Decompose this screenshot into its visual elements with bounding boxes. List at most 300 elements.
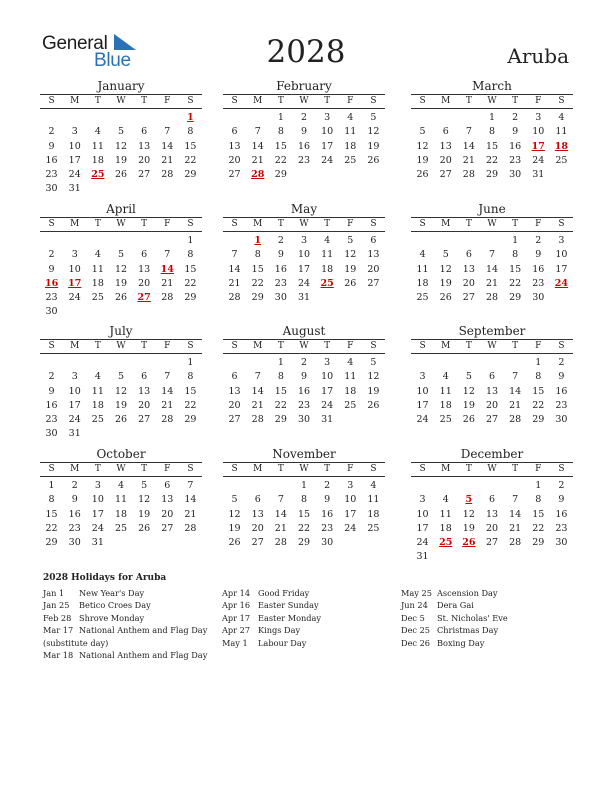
day-cell: 17	[91, 508, 104, 520]
day-cell: 2	[512, 112, 519, 123]
empty-day-cell	[86, 182, 109, 196]
empty-day-cell	[156, 305, 179, 319]
week-row	[223, 263, 385, 277]
empty-day-cell	[434, 111, 457, 125]
day-cell: 30	[321, 537, 334, 549]
day-cell: 23	[45, 169, 58, 181]
empty-day-cell	[246, 111, 269, 125]
day-cell: 26	[416, 169, 429, 181]
weekday-label: W	[487, 464, 497, 474]
empty-day-cell	[316, 291, 339, 305]
day-cell: 29	[45, 537, 58, 549]
week-row	[223, 522, 385, 536]
weekday-label: T	[512, 219, 519, 229]
day-cell: 9	[48, 140, 55, 152]
holiday-date: Dec 25	[401, 625, 431, 636]
day-cell: 9	[48, 385, 55, 397]
week-row	[223, 399, 385, 413]
day-cell: 7	[231, 249, 238, 261]
empty-day-cell	[292, 168, 315, 182]
week-row	[223, 536, 385, 550]
day-cell: 28	[509, 414, 522, 426]
day-cell: 1	[187, 357, 194, 368]
day-cell: 27	[439, 169, 452, 181]
holiday-day-cell: 25	[320, 277, 334, 289]
day-cell: 28	[161, 169, 174, 181]
day-cell: 9	[535, 249, 542, 261]
day-cell: 8	[512, 249, 519, 261]
day-cell: 8	[488, 126, 496, 138]
day-cell: 29	[485, 169, 499, 181]
day-cell: 19	[344, 263, 357, 275]
day-cell: 8	[187, 371, 194, 383]
month-february	[223, 79, 385, 182]
day-cell: 25	[416, 292, 429, 304]
weekday-label: T	[277, 341, 284, 351]
weekday-label: W	[299, 341, 309, 351]
holiday-date: May 1	[222, 637, 248, 648]
week-row	[40, 263, 202, 277]
day-cell: 17	[68, 154, 81, 166]
week-row	[223, 385, 385, 399]
day-cell: 20	[367, 263, 380, 275]
weekday-label: W	[116, 341, 126, 351]
day-cell: 3	[347, 480, 354, 491]
day-cell: 1	[512, 235, 519, 246]
empty-day-cell	[434, 550, 457, 564]
day-cell: 5	[347, 235, 354, 246]
day-cell: 19	[462, 522, 475, 534]
day-cell: 11	[367, 494, 380, 506]
holiday-name: Labour Day	[258, 637, 307, 648]
day-cell: 29	[532, 414, 545, 426]
day-cell: 13	[251, 508, 264, 520]
holiday-name: Shrove Monday	[79, 612, 145, 623]
day-cell: 22	[251, 277, 264, 289]
day-cell: 7	[512, 371, 519, 383]
day-cell: 25	[439, 414, 452, 426]
weekday-label: T	[94, 341, 101, 351]
empty-day-cell	[179, 427, 202, 441]
empty-day-cell	[457, 356, 480, 370]
day-cell: 23	[555, 522, 568, 534]
month-name: March	[472, 79, 512, 93]
empty-day-cell	[457, 550, 480, 564]
day-cell: 4	[347, 112, 354, 123]
day-cell: 28	[251, 414, 264, 426]
day-cell: 1	[488, 112, 496, 123]
weekday-label: S	[187, 219, 194, 229]
day-cell: 22	[297, 522, 311, 534]
day-cell: 14	[161, 385, 174, 397]
weekday-label: T	[465, 219, 472, 229]
day-cell: 19	[439, 277, 452, 289]
holiday-date: Mar 18	[43, 649, 74, 660]
logo-general-text: General	[42, 33, 108, 54]
month-march	[411, 79, 573, 182]
day-cell: 3	[300, 235, 308, 246]
week-row	[40, 182, 202, 196]
weekday-header	[223, 462, 385, 477]
day-cell: 16	[297, 385, 311, 397]
day-cell: 30	[68, 537, 81, 549]
day-cell: 10	[321, 126, 334, 138]
empty-day-cell	[133, 182, 156, 196]
day-cell: 26	[439, 292, 452, 304]
day-cell: 22	[532, 399, 545, 411]
holiday-day-cell: 1	[254, 235, 262, 246]
week-row	[40, 427, 202, 441]
day-cell: 19	[367, 140, 380, 152]
month-december	[411, 447, 573, 565]
weekday-label: S	[419, 341, 426, 351]
week-row	[40, 111, 202, 125]
week-row	[40, 248, 202, 262]
weekday-label: T	[324, 96, 331, 106]
day-cell: 29	[184, 169, 197, 181]
holiday-name: Good Friday	[258, 588, 310, 598]
month-name: July	[109, 324, 133, 338]
day-cell: 10	[416, 385, 429, 397]
day-cell: 2	[48, 371, 55, 383]
day-cell: 8	[277, 371, 284, 383]
day-cell: 8	[187, 126, 194, 138]
holiday-name: Dera Gai	[437, 600, 474, 611]
week-row	[223, 493, 385, 507]
empty-day-cell	[156, 111, 179, 125]
day-cell: 3	[324, 112, 331, 123]
day-cell: 5	[117, 249, 125, 261]
day-cell: 24	[532, 154, 545, 166]
day-cell: 15	[509, 263, 522, 275]
holiday-day-cell: 17	[68, 277, 82, 289]
day-cell: 1	[535, 357, 542, 368]
day-cell: 16	[532, 263, 545, 275]
empty-day-cell	[109, 427, 132, 441]
day-cell: 2	[300, 112, 308, 123]
day-cell: 29	[509, 292, 522, 304]
holiday-day-cell: 1	[187, 112, 194, 123]
day-cell: 7	[187, 480, 194, 491]
day-cell: 11	[91, 263, 104, 275]
day-cell: 6	[442, 126, 449, 138]
day-cell: 20	[485, 522, 499, 534]
day-cell: 9	[324, 494, 331, 506]
empty-day-cell	[109, 305, 132, 319]
day-cell: 26	[114, 414, 128, 426]
week-row	[223, 356, 385, 370]
day-cell: 24	[68, 414, 81, 426]
day-cell: 5	[442, 249, 449, 261]
day-cell: 21	[161, 277, 174, 289]
day-cell: 21	[274, 522, 287, 534]
empty-day-cell	[339, 413, 362, 427]
day-cell: 2	[324, 480, 331, 491]
weekday-label: W	[487, 96, 497, 106]
day-cell: 28	[184, 522, 197, 534]
day-cell: 13	[161, 494, 174, 506]
day-cell: 26	[367, 154, 380, 166]
empty-day-cell	[339, 291, 362, 305]
empty-day-cell	[156, 234, 179, 248]
day-cell: 17	[321, 140, 334, 152]
day-cell: 15	[532, 385, 545, 397]
holiday-name: National Anthem and Flag Day	[79, 625, 208, 636]
month-name: April	[106, 202, 136, 216]
month-name: September	[458, 324, 526, 338]
day-cell: 30	[532, 292, 545, 304]
country-name: Aruba	[507, 44, 569, 68]
day-cell: 4	[558, 112, 565, 123]
day-cell: 16	[45, 154, 58, 166]
week-row	[411, 154, 573, 168]
empty-day-cell	[133, 111, 156, 125]
day-cell: 20	[228, 154, 241, 166]
weekday-header	[411, 94, 573, 109]
weekday-label: F	[164, 219, 171, 229]
weekday-label: S	[558, 341, 565, 351]
week-row	[223, 111, 385, 125]
day-cell: 28	[161, 414, 174, 426]
weekday-label: W	[487, 219, 497, 229]
holiday-entry	[222, 624, 321, 636]
weekday-label: S	[187, 96, 194, 106]
day-cell: 18	[91, 277, 104, 289]
weekday-label: F	[347, 341, 354, 351]
day-cell: 2	[558, 357, 565, 368]
day-cell: 2	[71, 480, 78, 491]
holiday-column	[222, 587, 321, 649]
day-cell: 13	[138, 140, 151, 152]
week-row	[411, 536, 573, 550]
day-cell: 10	[68, 263, 81, 275]
day-cell: 28	[274, 537, 287, 549]
weekday-label: T	[324, 464, 331, 474]
weekday-label: F	[535, 96, 542, 106]
day-cell: 29	[251, 292, 264, 304]
day-cell: 4	[442, 371, 449, 383]
empty-day-cell	[457, 234, 480, 248]
day-cell: 24	[416, 414, 429, 426]
day-cell: 23	[68, 522, 81, 534]
weekday-label: S	[558, 219, 565, 229]
empty-day-cell	[480, 234, 503, 248]
day-cell: 23	[532, 277, 545, 289]
day-cell: 2	[48, 126, 55, 138]
month-may	[223, 202, 385, 305]
day-cell: 17	[555, 263, 568, 275]
day-cell: 13	[138, 385, 151, 397]
day-cell: 8	[535, 494, 542, 506]
weekday-label: T	[94, 464, 101, 474]
day-cell: 4	[442, 494, 449, 506]
day-cell: 14	[251, 385, 264, 397]
day-cell: 31	[91, 537, 104, 549]
day-cell: 17	[344, 508, 357, 520]
day-cell: 8	[277, 126, 284, 138]
empty-day-cell	[246, 479, 269, 493]
day-cell: 20	[138, 154, 151, 166]
weekday-label: W	[116, 464, 126, 474]
day-cell: 3	[419, 494, 426, 506]
day-cell: 12	[462, 385, 475, 397]
month-august	[223, 324, 385, 427]
weekday-label: S	[558, 96, 565, 106]
holiday-column	[401, 587, 508, 649]
day-cell: 11	[321, 249, 334, 261]
day-cell: 30	[297, 414, 311, 426]
day-cell: 3	[94, 480, 101, 491]
holiday-entry	[43, 599, 207, 611]
day-cell: 29	[274, 414, 287, 426]
day-cell: 18	[416, 277, 429, 289]
day-cell: 16	[555, 385, 568, 397]
day-cell: 20	[138, 277, 151, 289]
day-cell: 19	[114, 399, 128, 411]
day-cell: 15	[297, 508, 311, 520]
day-cell: 15	[485, 140, 499, 152]
empty-day-cell	[179, 536, 202, 550]
week-row	[40, 522, 202, 536]
empty-day-cell	[527, 550, 550, 564]
day-cell: 16	[274, 263, 287, 275]
holiday-entry	[43, 624, 207, 636]
month-july	[40, 324, 202, 442]
day-cell: 20	[138, 399, 151, 411]
holiday-date: Dec 26	[401, 637, 431, 648]
day-cell: 13	[462, 263, 475, 275]
weekday-label: S	[558, 464, 565, 474]
holiday-day-cell: 14	[160, 263, 174, 275]
day-cell: 12	[114, 263, 128, 275]
week-row	[411, 493, 573, 507]
day-cell: 22	[184, 399, 197, 411]
empty-day-cell	[86, 427, 109, 441]
day-cell: 23	[45, 414, 58, 426]
day-cell: 6	[370, 235, 377, 246]
day-cell: 16	[509, 140, 522, 152]
month-name: May	[290, 202, 318, 216]
day-cell: 20	[251, 522, 264, 534]
day-cell: 5	[419, 126, 426, 138]
empty-day-cell	[40, 111, 63, 125]
day-cell: 27	[251, 537, 264, 549]
holiday-date: Mar 17	[43, 625, 74, 636]
day-cell: 4	[419, 249, 426, 261]
day-cell: 2	[48, 249, 55, 261]
empty-day-cell	[362, 536, 385, 550]
holiday-entry	[401, 637, 508, 649]
day-cell: 14	[485, 263, 499, 275]
day-cell: 28	[485, 292, 499, 304]
empty-day-cell	[223, 356, 246, 370]
empty-day-cell	[156, 356, 179, 370]
week-row	[223, 140, 385, 154]
day-cell: 23	[555, 399, 568, 411]
day-cell: 14	[509, 508, 522, 520]
day-cell: 4	[347, 357, 354, 368]
day-cell: 6	[141, 249, 148, 261]
day-cell: 16	[297, 140, 311, 152]
empty-day-cell	[223, 111, 246, 125]
day-cell: 13	[228, 140, 241, 152]
empty-day-cell	[156, 536, 179, 550]
day-cell: 14	[184, 494, 197, 506]
day-cell: 16	[45, 399, 58, 411]
empty-day-cell	[109, 234, 132, 248]
holiday-name: Easter Sunday	[258, 600, 319, 611]
week-row	[40, 385, 202, 399]
day-cell: 18	[439, 399, 452, 411]
day-cell: 15	[184, 140, 197, 152]
day-cell: 31	[416, 551, 429, 563]
day-cell: 10	[321, 371, 334, 383]
empty-day-cell	[550, 168, 573, 182]
weekday-header	[40, 217, 202, 232]
day-cell: 1	[277, 357, 284, 368]
empty-day-cell	[109, 536, 132, 550]
day-cell: 2	[277, 235, 284, 246]
weekday-label: S	[231, 219, 238, 229]
day-cell: 10	[416, 508, 429, 520]
holiday-entry	[401, 587, 508, 599]
day-cell: 17	[68, 399, 81, 411]
day-cell: 16	[321, 508, 334, 520]
day-cell: 12	[138, 494, 151, 506]
weekday-label: F	[164, 341, 171, 351]
day-cell: 12	[439, 263, 452, 275]
day-cell: 15	[274, 385, 287, 397]
day-cell: 8	[535, 371, 542, 383]
weekday-label: W	[299, 219, 309, 229]
weekday-label: M	[441, 341, 451, 351]
empty-day-cell	[133, 536, 156, 550]
weekday-label: M	[70, 219, 80, 229]
day-cell: 9	[48, 263, 55, 275]
empty-day-cell	[156, 427, 179, 441]
weekday-label: T	[324, 219, 331, 229]
day-cell: 21	[161, 154, 174, 166]
holiday-date: Jan 25	[43, 600, 70, 611]
day-cell: 5	[231, 494, 238, 506]
day-cell: 7	[488, 249, 496, 261]
week-row	[40, 479, 202, 493]
day-cell: 3	[419, 371, 426, 383]
weekday-label: T	[94, 219, 101, 229]
week-row	[411, 277, 573, 291]
day-cell: 29	[184, 292, 197, 304]
day-cell: 30	[45, 306, 58, 318]
weekday-label: F	[347, 219, 354, 229]
weekday-label: F	[535, 341, 542, 351]
week-row	[40, 508, 202, 522]
day-cell: 15	[274, 140, 287, 152]
weekday-label: F	[535, 219, 542, 229]
weekday-label: M	[70, 341, 80, 351]
empty-day-cell	[179, 305, 202, 319]
empty-day-cell	[63, 234, 86, 248]
empty-day-cell	[362, 291, 385, 305]
day-cell: 1	[535, 480, 542, 491]
day-cell: 25	[344, 154, 357, 166]
month-june	[411, 202, 573, 305]
holiday-entry	[401, 612, 508, 624]
month-january	[40, 79, 202, 197]
holiday-entry	[222, 587, 321, 599]
week-row	[411, 385, 573, 399]
day-cell: 3	[71, 371, 78, 383]
week-row	[223, 125, 385, 139]
